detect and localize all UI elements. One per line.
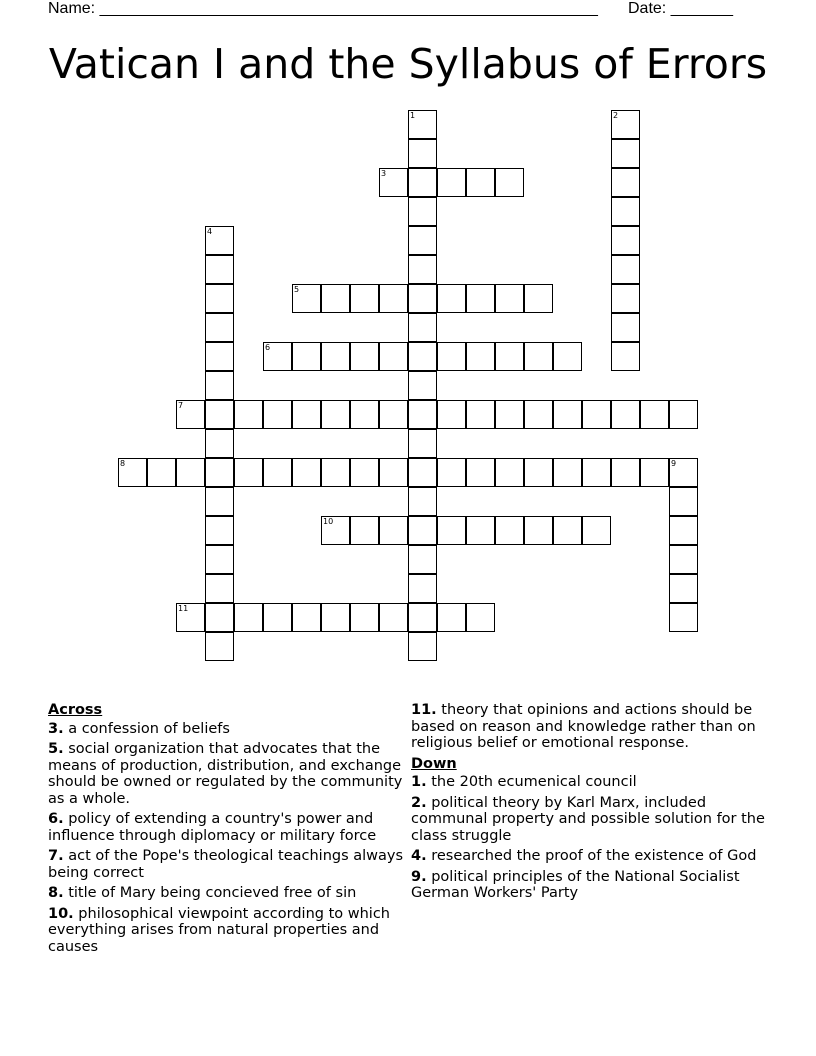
grid-cell[interactable] <box>466 284 495 313</box>
across-clue <box>48 721 408 738</box>
grid-cell[interactable] <box>321 603 350 632</box>
cell-number: 6 <box>265 343 271 352</box>
grid-cell[interactable] <box>611 400 640 429</box>
grid-cell[interactable] <box>408 313 437 342</box>
clue-number: 4. <box>411 848 427 864</box>
cell-number: 4 <box>207 227 213 236</box>
clue-number: 9. <box>411 868 427 885</box>
grid-cell[interactable] <box>611 255 640 284</box>
grid-cell[interactable] <box>466 342 495 371</box>
grid-cell[interactable] <box>176 603 205 632</box>
grid-cell[interactable] <box>321 516 350 545</box>
grid-cell[interactable] <box>205 458 234 487</box>
clues-left-column <box>48 702 408 959</box>
grid-cell[interactable] <box>437 603 466 632</box>
grid-cell[interactable] <box>437 458 466 487</box>
grid-cell[interactable] <box>234 400 263 429</box>
grid-cell[interactable] <box>321 458 350 487</box>
grid-cell[interactable] <box>292 400 321 429</box>
clue-text: political theory by Karl Marx, included communal property and possible solution for the class struggle <box>411 794 765 844</box>
grid-cell[interactable] <box>292 603 321 632</box>
grid-cell[interactable] <box>408 226 437 255</box>
grid-cell[interactable] <box>408 632 437 661</box>
grid-cell[interactable] <box>408 197 437 226</box>
cell-number: 11 <box>178 604 189 613</box>
clue-number: 5. <box>48 741 64 757</box>
clue-text: political principles of the National Socialist German Workers' Party <box>411 868 740 901</box>
grid-cell[interactable] <box>524 400 553 429</box>
grid-cell[interactable] <box>669 574 698 603</box>
grid-cell[interactable] <box>205 429 234 458</box>
grid-cell[interactable] <box>495 400 524 429</box>
grid-cell[interactable] <box>408 342 437 371</box>
clue-number: 8. <box>48 885 64 901</box>
name-field[interactable]: Name: ________________________________________________________ <box>48 0 598 17</box>
grid-cell[interactable] <box>466 458 495 487</box>
grid-cell[interactable] <box>205 371 234 400</box>
grid-cell[interactable] <box>611 458 640 487</box>
grid-cell[interactable] <box>147 458 176 487</box>
grid-cell[interactable] <box>118 458 147 487</box>
cell-number: 1 <box>410 111 416 120</box>
grid-cell[interactable] <box>234 458 263 487</box>
grid-cell[interactable] <box>611 110 640 139</box>
grid-cell[interactable] <box>611 139 640 168</box>
grid-cell[interactable] <box>669 487 698 516</box>
grid-cell[interactable] <box>466 603 495 632</box>
grid-cell[interactable] <box>408 603 437 632</box>
grid-cell[interactable] <box>611 284 640 313</box>
cell-number: 2 <box>613 111 619 120</box>
grid-cell[interactable] <box>611 226 640 255</box>
grid-cell[interactable] <box>553 400 582 429</box>
grid-cell[interactable] <box>466 516 495 545</box>
grid-cell[interactable] <box>263 603 292 632</box>
grid-cell[interactable] <box>379 168 408 197</box>
grid-cell[interactable] <box>263 342 292 371</box>
grid-cell[interactable] <box>524 516 553 545</box>
grid-cell[interactable] <box>350 516 379 545</box>
puzzle-title: Vatican I and the Syllabus of Errors <box>48 40 768 88</box>
down-clue <box>411 795 771 845</box>
grid-cell[interactable] <box>408 429 437 458</box>
down-heading: Down <box>411 755 457 772</box>
grid-cell[interactable] <box>408 400 437 429</box>
grid-cell[interactable] <box>321 400 350 429</box>
down-clue <box>411 869 771 902</box>
across-clue <box>411 702 771 752</box>
grid-cell[interactable] <box>582 516 611 545</box>
grid-cell[interactable] <box>205 313 234 342</box>
clue-text: title of Mary being concieved free of sin <box>68 885 357 901</box>
grid-cell[interactable] <box>205 545 234 574</box>
grid-cell[interactable] <box>437 516 466 545</box>
cell-number: 10 <box>323 517 334 526</box>
cell-number: 7 <box>178 401 184 410</box>
grid-cell[interactable] <box>408 574 437 603</box>
grid-cell[interactable] <box>669 516 698 545</box>
grid-cell[interactable] <box>495 284 524 313</box>
clue-number: 7. <box>48 848 64 864</box>
grid-cell[interactable] <box>205 255 234 284</box>
grid-cell[interactable] <box>263 400 292 429</box>
grid-cell[interactable] <box>350 342 379 371</box>
grid-cell[interactable] <box>350 603 379 632</box>
grid-cell[interactable] <box>437 284 466 313</box>
clue-number: 6. <box>48 811 64 827</box>
grid-cell[interactable] <box>379 400 408 429</box>
cell-number: 3 <box>381 169 387 178</box>
grid-cell[interactable] <box>205 284 234 313</box>
grid-cell[interactable] <box>350 458 379 487</box>
grid-cell[interactable] <box>321 284 350 313</box>
clue-text: theory that opinions and actions should be based on reason and knowledge rather than on religious belief or emotional response. <box>411 702 756 751</box>
grid-cell[interactable] <box>234 603 263 632</box>
grid-cell[interactable] <box>437 342 466 371</box>
clue-number: 3. <box>48 720 64 737</box>
grid-cell[interactable] <box>408 284 437 313</box>
grid-cell[interactable] <box>321 342 350 371</box>
grid-cell[interactable] <box>437 400 466 429</box>
across-heading: Across <box>48 702 103 718</box>
clue-number: 10. <box>48 905 74 922</box>
grid-cell[interactable] <box>408 487 437 516</box>
clue-number: 2. <box>411 794 427 811</box>
grid-cell[interactable] <box>350 284 379 313</box>
clue-text: philosophical viewpoint according to which everything arises from natural properties and causes <box>48 905 390 955</box>
grid-cell[interactable] <box>408 110 437 139</box>
clue-text: researched the proof of the existence of God <box>431 848 757 864</box>
grid-cell[interactable] <box>495 516 524 545</box>
grid-cell[interactable] <box>292 284 321 313</box>
grid-cell[interactable] <box>292 342 321 371</box>
grid-cell[interactable] <box>379 342 408 371</box>
across-clue <box>48 741 408 807</box>
grid-cell[interactable] <box>205 574 234 603</box>
grid-cell[interactable] <box>379 458 408 487</box>
cell-number: 9 <box>671 459 677 468</box>
clue-text: act of the Pope's theological teachings always being correct <box>48 848 404 881</box>
across-clue <box>48 906 408 956</box>
grid-cell[interactable] <box>611 342 640 371</box>
clue-text: a confession of beliefs <box>68 720 230 737</box>
grid-cell[interactable] <box>205 342 234 371</box>
grid-cell[interactable] <box>466 168 495 197</box>
grid-cell[interactable] <box>205 516 234 545</box>
grid-cell[interactable] <box>669 400 698 429</box>
cell-number: 8 <box>120 459 126 468</box>
grid-cell[interactable] <box>350 400 379 429</box>
grid-cell[interactable] <box>495 168 524 197</box>
grid-cell[interactable] <box>524 342 553 371</box>
grid-cell[interactable] <box>408 139 437 168</box>
across-clue <box>48 811 408 844</box>
grid-cell[interactable] <box>408 545 437 574</box>
clue-number: 1. <box>411 774 427 790</box>
grid-cell[interactable] <box>495 342 524 371</box>
grid-cell[interactable] <box>611 197 640 226</box>
grid-cell[interactable] <box>205 603 234 632</box>
grid-cell[interactable] <box>205 226 234 255</box>
grid-cell[interactable] <box>292 458 321 487</box>
grid-cell[interactable] <box>408 516 437 545</box>
grid-cell[interactable] <box>408 168 437 197</box>
grid-cell[interactable] <box>582 458 611 487</box>
grid-cell[interactable] <box>466 400 495 429</box>
clue-number: 11. <box>411 702 437 718</box>
grid-cell[interactable] <box>437 168 466 197</box>
grid-cell[interactable] <box>408 371 437 400</box>
grid-cell[interactable] <box>669 545 698 574</box>
down-clue <box>411 848 771 865</box>
grid-cell[interactable] <box>640 400 669 429</box>
grid-cell[interactable] <box>669 603 698 632</box>
grid-cell[interactable] <box>205 400 234 429</box>
grid-cell[interactable] <box>379 284 408 313</box>
clue-text: social organization that advocates that the means of production, distribution, and exchange should be owned or regulated by the community as a whole. <box>48 741 403 807</box>
grid-cell[interactable] <box>553 342 582 371</box>
grid-cell[interactable] <box>553 516 582 545</box>
grid-cell[interactable] <box>379 516 408 545</box>
date-field[interactable]: Date: _______ <box>628 0 733 17</box>
grid-cell[interactable] <box>640 458 669 487</box>
grid-cell[interactable] <box>379 603 408 632</box>
grid-cell[interactable] <box>553 458 582 487</box>
grid-cell[interactable] <box>263 458 292 487</box>
grid-cell[interactable] <box>524 458 553 487</box>
grid-cell[interactable] <box>205 632 234 661</box>
across-clue <box>48 848 408 881</box>
grid-cell[interactable] <box>611 313 640 342</box>
grid-cell[interactable] <box>611 168 640 197</box>
grid-cell[interactable] <box>205 487 234 516</box>
grid-cell[interactable] <box>495 458 524 487</box>
clue-text: the 20th ecumenical council <box>431 774 637 790</box>
clues-right-column <box>411 702 771 906</box>
cell-number: 5 <box>294 285 300 294</box>
grid-cell[interactable] <box>176 400 205 429</box>
grid-cell[interactable] <box>408 255 437 284</box>
clue-text: policy of extending a country's power and influence through diplomacy or military force <box>48 811 377 844</box>
down-clue <box>411 774 771 791</box>
grid-cell[interactable] <box>176 458 205 487</box>
grid-cell[interactable] <box>408 458 437 487</box>
grid-cell[interactable] <box>669 458 698 487</box>
grid-cell[interactable] <box>582 400 611 429</box>
across-clue <box>48 885 408 902</box>
grid-cell[interactable] <box>524 284 553 313</box>
